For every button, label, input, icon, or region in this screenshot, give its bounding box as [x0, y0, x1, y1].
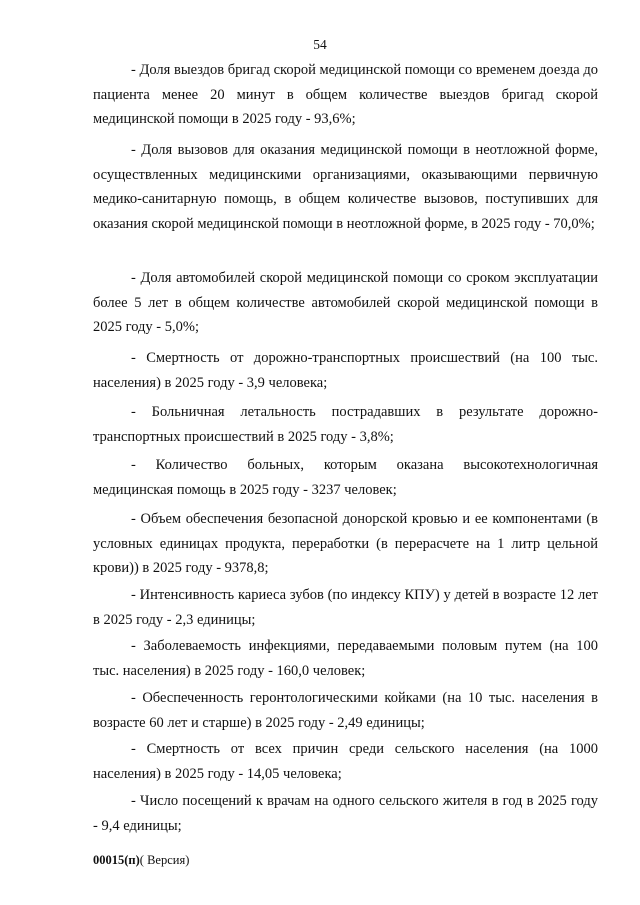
paragraph-donor-blood: - Объем обеспечения безопасной донорской кровью и ее компонентами (в условных единицах продукта, переработки (в перерасчете на 1 литр цельной крови)) в 2025 году - 9378,8; [93, 511, 598, 576]
paragraph-urgent-calls: - Доля вызовов для оказания медицинской помощи в неотложной форме, осуществленных медицинскими организациями, оказывающими первичную медико-санитарную помощь, в общем количестве вызовов, поступивших для оказания скорой медицинской помощи в неотложной форме, в 2025 году - 70,0%; [93, 142, 598, 232]
paragraph-gerontology-beds: - Обеспеченность геронтологическими койками (на 10 тыс. населения в возрасте 60 лет и старше) в 2025 году - 2,49 единицы; [93, 690, 598, 731]
paragraph-hospital-lethality: - Больничная летальность пострадавших в результате дорожно-транспортных происшествий в 2025 году - 3,8%; [93, 404, 598, 445]
paragraph-road-mortality: - Смертность от дорожно-транспортных происшествий (на 100 тыс. населения) в 2025 году - 3,9 человека; [93, 350, 598, 391]
footer-version: ( Версия) [139, 853, 190, 867]
paragraph-dental-caries: - Интенсивность кариеса зубов (по индексу КПУ) у детей в возрасте 12 лет в 2025 году - 2,3 единицы; [93, 587, 598, 628]
paragraph-sti-incidence: - Заболеваемость инфекциями, передаваемыми половым путем (на 100 тыс. населения) в 2025 году - 160,0 человек; [93, 638, 598, 679]
paragraph-ambulance-vehicles: - Доля автомобилей скорой медицинской помощи со сроком эксплуатации более 5 лет в общем количестве автомобилей скорой медицинской помощи в 2025 году - 5,0%; [93, 270, 598, 335]
paragraph-rural-visits: - Число посещений к врачам на одного сельского жителя в год в 2025 году - 9,4 единицы; [93, 793, 598, 834]
document-footer [93, 853, 189, 868]
paragraph-high-tech-care: - Количество больных, которым оказана высокотехнологичная медицинская помощь в 2025 году - 3237 человек; [93, 457, 598, 498]
paragraph-rural-mortality: - Смертность от всех причин среди сельского населения (на 1000 населения) в 2025 году - 14,05 человека; [93, 741, 598, 782]
footer-code: 00015(п) [93, 853, 140, 867]
page-number: 54 [313, 37, 327, 52]
paragraph-ambulance-arrival: - Доля выездов бригад скорой медицинской помощи со временем доезда до пациента менее 20 минут в общем количестве выездов бригад скорой медицинской помощи в 2025 году - 93,6%; [93, 62, 598, 127]
